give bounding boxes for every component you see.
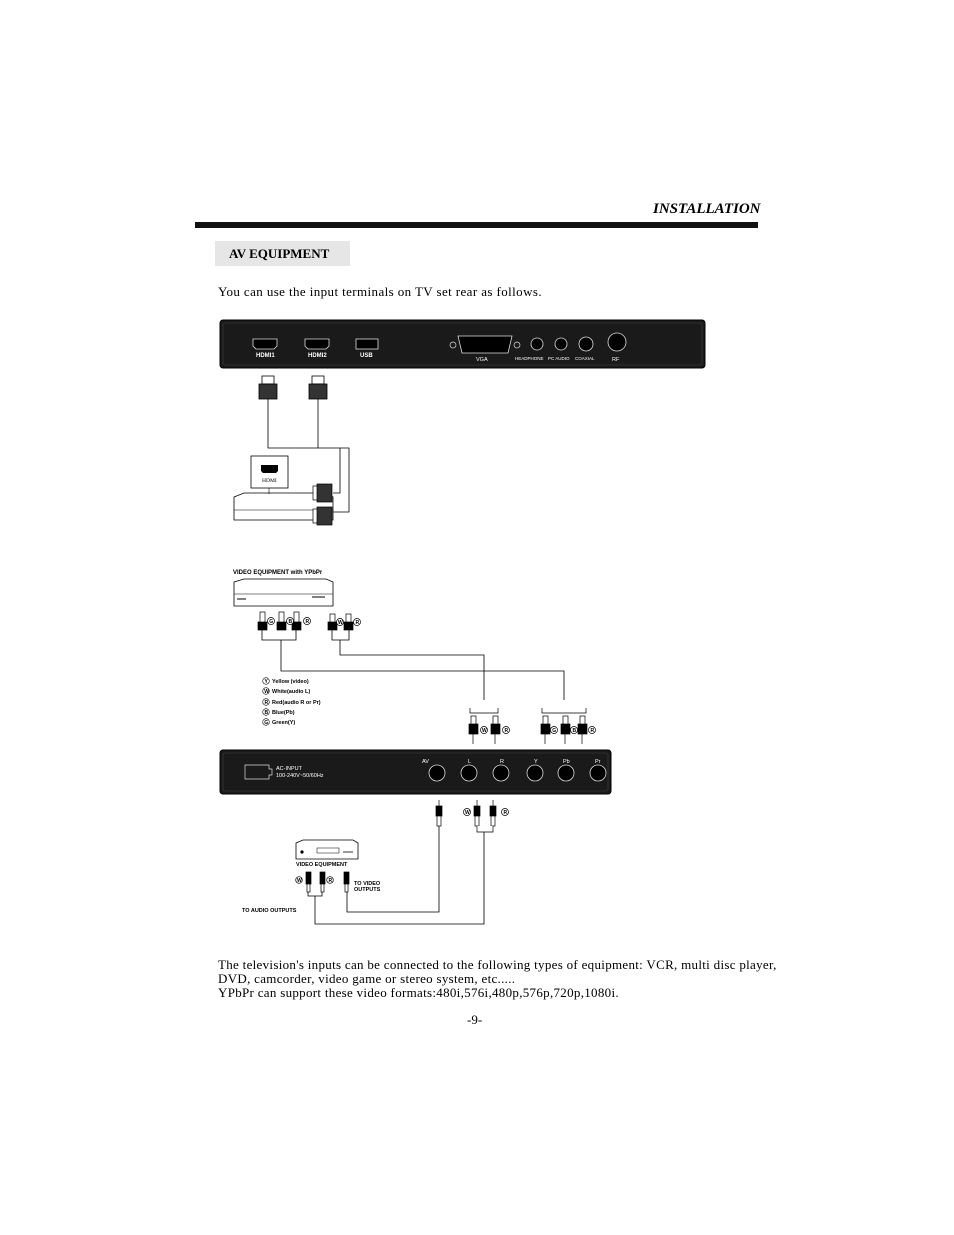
vga-port-icon (458, 336, 512, 353)
plug-b-tv-letter: B (572, 727, 577, 734)
pc-audio-jack-icon (555, 338, 567, 350)
r-jack-icon (493, 765, 509, 781)
video-equipment-device (296, 840, 358, 859)
plug-r-tv-letter: R (504, 727, 509, 734)
hdmi2-port-icon (305, 339, 329, 349)
legend-letter: B (264, 709, 269, 716)
plug-r-src-letter: R (328, 877, 333, 884)
pc-audio-label: PC AUDIO (548, 356, 570, 361)
tv-rear-panel-top (220, 320, 705, 368)
l-jack-icon (461, 765, 477, 781)
plug-g-tv-letter: G (552, 727, 557, 734)
y-label: Y (534, 759, 538, 765)
hdmi-port-icon (261, 465, 278, 473)
headphone-label: HEADPHONE (515, 356, 544, 361)
paragraph-line: DVD, camcorder, video game or stereo system, etc..... (218, 971, 516, 986)
av-jack-icon (429, 765, 445, 781)
color-legend (263, 678, 321, 726)
hdmi1-port-icon (253, 339, 277, 349)
av-label: AV (422, 759, 429, 765)
av-plugs-tv (436, 800, 509, 832)
plug-w-src-letter: W (297, 877, 302, 884)
plug-r-av-letter: R (503, 809, 508, 816)
y-jack-icon (527, 765, 543, 781)
usb-label: USB (360, 353, 373, 359)
pb-jack-icon (558, 765, 574, 781)
hdmi-cables (259, 376, 349, 512)
paragraph-line: The television's inputs can be connected to the following types of equipment: VCR, multi disc player, (218, 957, 777, 972)
pr-jack-icon (590, 765, 606, 781)
coaxial-label: COAXIAL (575, 356, 595, 361)
legend-letter: R (264, 699, 269, 706)
hdmi-device-label: HDMI (262, 478, 277, 484)
video-equipment-label: VIDEO EQUIPMENT (296, 862, 348, 868)
legend-letter: G (264, 719, 269, 726)
av-title: AV EQUIPMENT (229, 246, 330, 261)
legend-letter: Y (264, 678, 268, 685)
legend-text: Green(Y) (272, 720, 296, 726)
legend-text: White(audio L) (272, 689, 311, 695)
plug-g-letter: G (269, 618, 274, 625)
to-video-label-1: TO VIDEO (354, 881, 381, 887)
section-title: INSTALLATION (653, 201, 761, 217)
ypbpr-video-device (234, 579, 333, 606)
rf-jack-icon (608, 333, 626, 351)
legend-letter: W (264, 688, 270, 695)
pr-label: Pr (595, 759, 601, 765)
plug-w-av-letter: W (465, 809, 470, 816)
paragraph-line: YPbPr can support these video formats:480i,576i,480p,576p,720p,1080i. (218, 985, 619, 1000)
l-label: L (468, 759, 472, 765)
r-label: R (500, 759, 504, 765)
component-plugs-source (258, 612, 361, 630)
hdmi-source-device (234, 456, 333, 525)
page-number: -9- (467, 1012, 483, 1027)
plug-w-letter: W (338, 619, 343, 626)
rf-label: RF (612, 357, 620, 363)
headphone-jack-icon (531, 338, 543, 350)
hdmi2-label: HDMI2 (308, 353, 327, 359)
to-video-label-2: OUTPUTS (354, 887, 381, 893)
intro-text: You can use the input terminals on TV set rear as follows. (218, 284, 542, 299)
ac-input-label: AC-INPUT (276, 766, 302, 772)
ac-spec-label: 100-240V~50/60Hz (276, 773, 324, 779)
plug-r-letter: R (305, 618, 310, 625)
hdmi1-label: HDMI1 (256, 353, 275, 359)
usb-port-icon (356, 339, 378, 349)
tv-rear-panel-bottom (220, 750, 611, 794)
coaxial-jack-icon (579, 337, 593, 351)
legend-text: Red(audio R or Pr) (272, 700, 321, 706)
legend-text: Blue(Pb) (272, 710, 295, 716)
component-plugs-tv (469, 708, 596, 744)
plug-b-letter: B (288, 618, 293, 625)
plug-r3-tv-letter: R (590, 727, 595, 734)
plug-w-tv-letter: W (482, 727, 487, 734)
vga-label: VGA (476, 357, 488, 363)
ypbpr-device-title: VIDEO EQUIPMENT with YPbPr (233, 570, 323, 576)
pb-label: Pb (563, 759, 570, 765)
legend-text: Yellow (video) (272, 679, 309, 685)
av-plugs-source (296, 872, 349, 892)
to-audio-label: TO AUDIO OUTPUTS (242, 908, 297, 914)
plug-r2-letter: R (355, 619, 360, 626)
